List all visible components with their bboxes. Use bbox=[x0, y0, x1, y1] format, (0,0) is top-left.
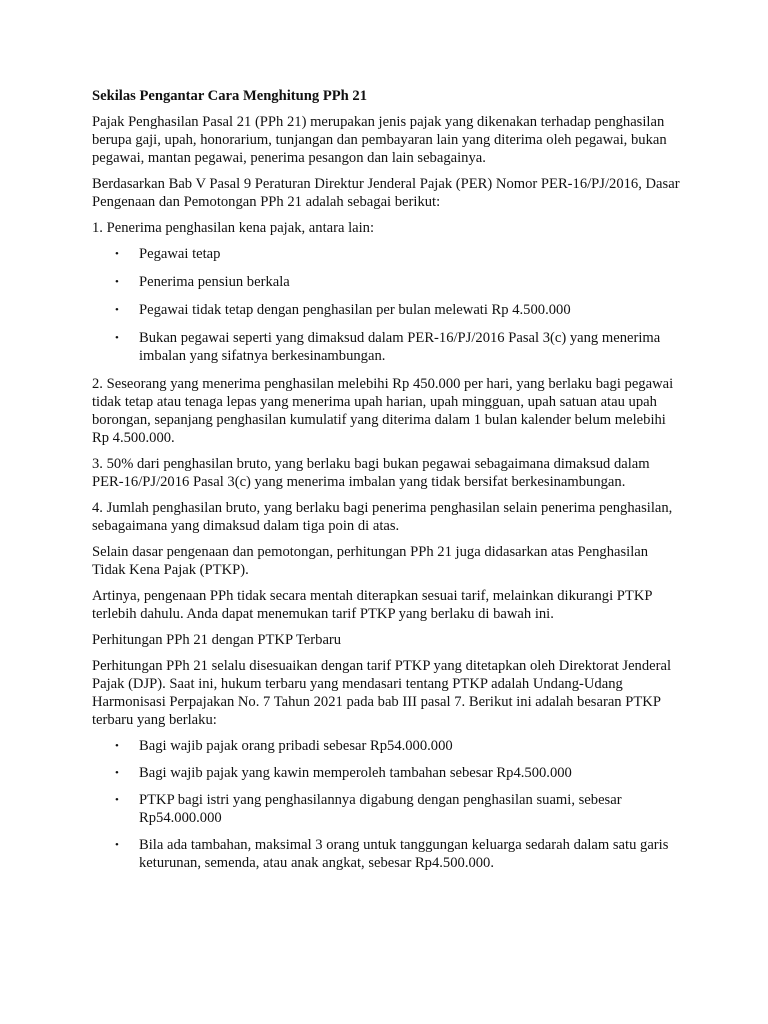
list-item bbox=[92, 836, 682, 872]
list-item-text: Pegawai tidak tetap dengan penghasilan per bulan melewati Rp 4.500.000 bbox=[139, 302, 571, 318]
ptkp-intro-paragraph: Selain dasar pengenaan dan pemotongan, perhitungan PPh 21 juga didasarkan atas Penghasilan Tidak Kena Pajak (PTKP). bbox=[92, 544, 649, 578]
bullet-icon: • bbox=[115, 794, 119, 806]
bullet-icon: • bbox=[115, 740, 119, 752]
list-item bbox=[92, 273, 682, 291]
intro-paragraph: Pajak Penghasilan Pasal 21 (PPh 21) merupakan jenis pajak yang dikenakan terhadap penghasilan berupa gaji, upah, honorarium, tunjangan dan pembayaran lain yang diterima oleh pegawai, bukan pegawai, mantan pegawai, penerima pesangon dan lain sebagainya. bbox=[92, 114, 667, 166]
list-item-text: PTKP bagi istri yang penghasilannya digabung dengan penghasilan suami, sebesar Rp54.000.000 bbox=[139, 792, 622, 826]
section-body-paragraph: Perhitungan PPh 21 selalu disesuaikan dengan tarif PTKP yang ditetapkan oleh Direktorat Jenderal Pajak (DJP). Saat ini, hukum terbaru yang mendasari tentang PTKP adalah Undang-Udang Harmonisasi Perpajakan No. 7 Tahun 2021 pada bab III pasal 7. Berikut ini adalah besaran PTKP terbaru yang berlaku: bbox=[92, 658, 672, 728]
document-page bbox=[92, 87, 682, 881]
basis-paragraph: Berdasarkan Bab V Pasal 9 Peraturan Direktur Jenderal Pajak (PER) Nomor PER-16/PJ/2016, Dasar Pengenaan dan Pemotongan PPh 21 adalah sebagai berikut: bbox=[92, 176, 680, 210]
list-item-text: Pegawai tetap bbox=[139, 246, 221, 262]
document-title: Sekilas Pengantar Cara Menghitung PPh 21 bbox=[92, 88, 368, 104]
point-4: 4. Jumlah penghasilan bruto, yang berlaku bagi penerima penghasilan selain penerima penghasilan, sebagaimana yang dimaksud dalam tiga poin di atas. bbox=[92, 500, 673, 534]
list-item bbox=[92, 245, 682, 263]
list-item-text: Bagi wajib pajak orang pribadi sebesar Rp54.000.000 bbox=[139, 738, 453, 754]
list-item-text: Bagi wajib pajak yang kawin memperoleh tambahan sebesar Rp4.500.000 bbox=[139, 765, 572, 781]
point-1-list bbox=[92, 245, 682, 365]
ptkp-list bbox=[92, 737, 682, 872]
point-2: 2. Seseorang yang menerima penghasilan melebihi Rp 450.000 per hari, yang berlaku bagi pegawai tidak tetap atau tenaga lepas yang menerima upah harian, upah mingguan, upah satuan atau upah borongan, sepanjang penghasilan kumulatif yang diterima dalam 1 bulan kalender belum melebihi Rp 4.500.000. bbox=[92, 376, 674, 446]
list-item bbox=[92, 301, 682, 319]
bullet-icon: • bbox=[115, 304, 119, 316]
bullet-icon: • bbox=[115, 767, 119, 779]
list-item-text: Bila ada tambahan, maksimal 3 orang untuk tanggungan keluarga sedarah dalam satu garis keturunan, semenda, atau anak angkat, sebesar Rp4.500.000. bbox=[139, 837, 669, 871]
point-1: 1. Penerima penghasilan kena pajak, antara lain: bbox=[92, 220, 375, 236]
list-item bbox=[92, 329, 682, 365]
list-item bbox=[92, 737, 682, 755]
list-item-text: Penerima pensiun berkala bbox=[139, 274, 290, 290]
list-item-text: Bukan pegawai seperti yang dimaksud dalam PER-16/PJ/2016 Pasal 3(c) yang menerima imbalan yang sifatnya berkesinambungan. bbox=[139, 330, 661, 364]
point-3: 3. 50% dari penghasilan bruto, yang berlaku bagi bukan pegawai sebagaimana dimaksud dalam PER-16/PJ/2016 Pasal 3(c) yang menerima imbalan yang tidak bersifat berkesinambungan. bbox=[92, 456, 650, 490]
list-item bbox=[92, 791, 682, 827]
ptkp-meaning-paragraph: Artinya, pengenaan PPh tidak secara mentah diterapkan sesuai tarif, melainkan dikurangi PTKP terlebih dahulu. Anda dapat menemukan tarif PTKP yang berlaku di bawah ini. bbox=[92, 588, 652, 622]
section-heading: Perhitungan PPh 21 dengan PTKP Terbaru bbox=[92, 632, 342, 648]
bullet-icon: • bbox=[115, 276, 119, 288]
bullet-icon: • bbox=[115, 332, 119, 344]
bullet-icon: • bbox=[115, 248, 119, 260]
bullet-icon: • bbox=[115, 839, 119, 851]
list-item bbox=[92, 764, 682, 782]
